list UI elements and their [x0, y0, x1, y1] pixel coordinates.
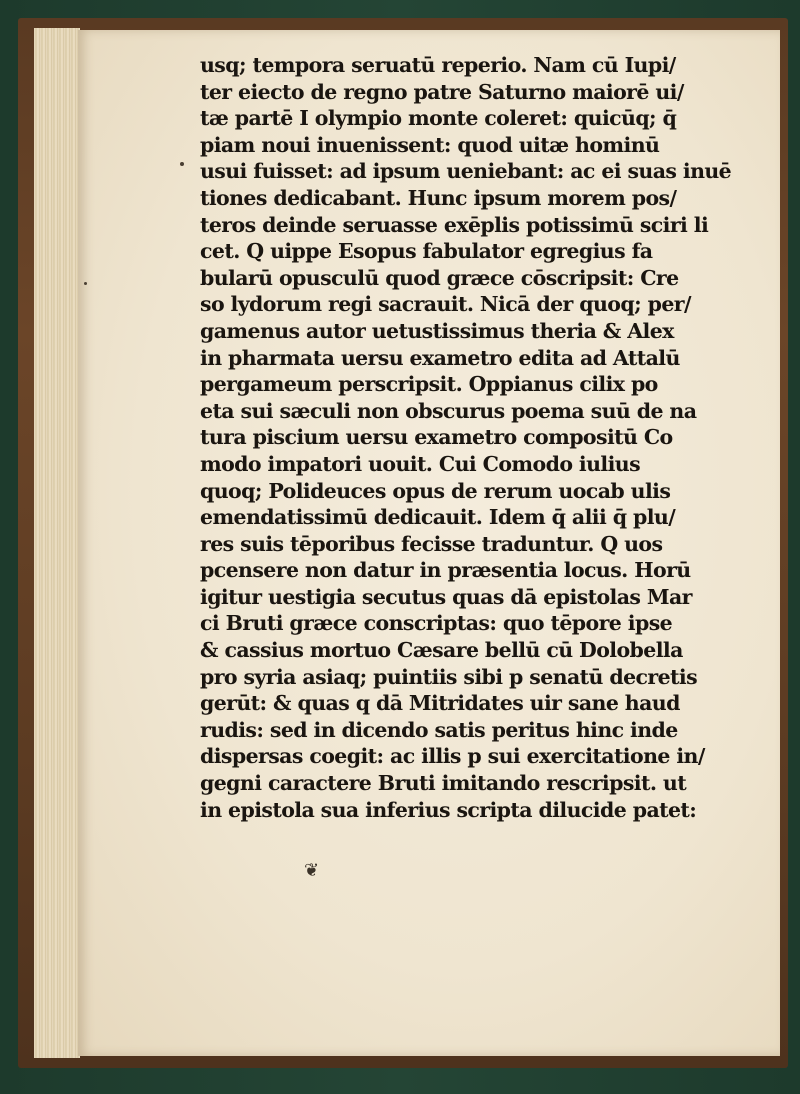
ink-speck: [180, 162, 184, 166]
text-line: res suis tēporibus fecisse traduntur. Q uos: [200, 531, 663, 556]
ink-speck: [84, 282, 87, 285]
text-line: & cassius mortuo Cæsare bellū cū Dolobella: [200, 638, 683, 663]
text-line: gerūt: & quas q dā Mitridates uir sane haud: [200, 691, 680, 716]
text-line: tiones dedicabant. Hunc ipsum morem pos/: [200, 185, 677, 210]
text-line: bularū opusculū quod græce cōscripsit: Cre: [200, 265, 679, 290]
text-line: piam noui inuenissent: quod uitæ hominū: [200, 132, 660, 157]
leaf-ornament-icon: ❦: [304, 860, 320, 881]
text-line: gegni caractere Bruti imitando rescripsit. ut: [200, 771, 687, 796]
text-line: tura piscium uersu exametro compositū Co: [200, 425, 673, 450]
text-line: teros deinde seruasse exēplis potissimū sciri li: [200, 212, 709, 237]
text-line: modo impatori uouit. Cui Comodo iulius: [200, 451, 641, 476]
text-line: usq; tempora seruatū reperio. Nam cū Iupi/: [200, 53, 676, 77]
text-line: dispersas coegit: ac illis p sui exercitatione in/: [200, 744, 705, 769]
text-line: in pharmata uersu exametro edita ad Attalū: [200, 345, 680, 370]
text-line: ci Bruti græce conscriptas: quo tēpore ipse: [200, 611, 673, 636]
text-line: quoq; Polideuces opus de rerum uocab ulis: [200, 478, 671, 503]
text-line: pergameum perscripsit. Oppianus cilix po: [200, 372, 658, 397]
page-edges: [34, 28, 80, 1058]
text-line: eta sui sæculi non obscurus poema suū de na: [200, 398, 697, 423]
text-line: igitur uestigia secutus quas dā epistolas Mar: [200, 584, 692, 609]
text-line: cet. Q uippe Esopus fabulator egregius fa: [200, 239, 653, 264]
text-line: usui fuisset: ad ipsum ueniebant: ac ei suas inuē: [200, 159, 732, 184]
text-line: gamenus autor uetustissimus theria & Alex: [200, 318, 674, 343]
text-line: rudis: sed in dicendo satis peritus hinc inde: [200, 717, 678, 742]
text-line: ter eiecto de regno patre Saturno maiorē ui/: [200, 79, 684, 104]
text-line: pcensere non datur in præsentia locus. Horū: [200, 558, 691, 583]
text-line: so lydorum regi sacrauit. Nicā der quoq; per/: [200, 292, 691, 317]
text-line: emendatissimū dedicauit. Idem q̄ alii q̄ plu/: [200, 505, 676, 530]
text-line: tæ partē I olympio monte coleret: quicūq; q̄: [200, 106, 677, 131]
text-column: [200, 52, 732, 823]
text-line: pro syria asiaq; puintiis sibi p senatū decretis: [200, 664, 698, 689]
text-line: in epistola sua inferius scripta dilucide patet:: [200, 797, 697, 822]
